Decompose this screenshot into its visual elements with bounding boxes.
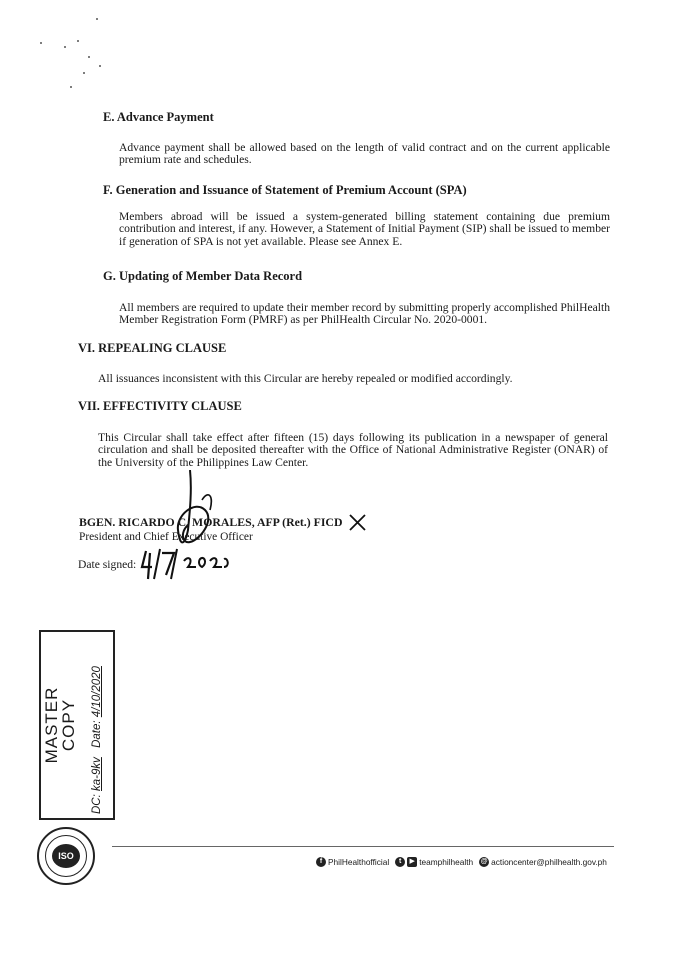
section-f-title: F. Generation and Issuance of Statement of Premium Account (SPA) [103,183,467,197]
footer-twitter-youtube[interactable]: teamphilhealth [419,857,474,867]
scan-speck [40,42,42,44]
facebook-icon: f [316,857,326,867]
signatory-position: President and Chief Executive Officer [79,531,253,543]
stamp-dc-line [91,634,103,814]
section-g-title: G. Updating of Member Data Record [103,269,303,283]
email-icon: @ [480,858,488,865]
footer-contacts [316,857,607,867]
twitter-icon: t [395,857,405,867]
section-vii-body: This Circular shall take effect after fifteen (15) days following its publication in a newspaper of general circulation and shall be deposited thereafter with the Office of National Administrative Register (ONAR) of the University of the Philippines Law Center. [98,431,608,469]
footer-divider [112,846,614,847]
footer-email[interactable]: actioncenter@philhealth.gov.ph [491,857,607,867]
scan-speck [96,18,98,20]
section-g-body: All members are required to update their member record by submitting properly accomplished PhilHealth Member Registration Form (PMRF) as per PhilHealth Circular No. 2020-0001. [119,301,610,327]
stamp-dc-value: ka-9kv [91,757,103,791]
scan-speck [77,40,79,42]
stamp-dc-label: DC: [91,794,103,814]
section-vi-body: All issuances inconsistent with this Circular are hereby repealed or modified accordingly. [98,372,513,385]
stamp-title [43,630,77,820]
stamp-date-value: 4/10/2020 [91,666,103,718]
signatory-name: BGEN. RICARDO C. MORALES, AFP (Ret.) FICD [79,515,343,529]
scan-speck [64,46,66,48]
section-e-title: E. Advance Payment [103,110,214,124]
stamp-title-line2: COPY [59,698,78,752]
scan-speck [99,65,101,67]
section-f-body: Members abroad will be issued a system-generated billing statement containing due premium contribution and interest, if any. However, a Statement of Initial Payment (SIP) shall be issued to member if generation of SPA is not yet available. Please see Annex E. [119,210,610,248]
handwritten-date-icon [140,545,230,581]
date-signed-label: Date signed: [78,558,137,571]
section-vi-title: VI. REPEALING CLAUSE [78,341,227,355]
scan-speck [70,86,72,88]
section-e-body: Advance payment shall be allowed based on the length of valid contract and on the current applicable premium rate and schedules. [119,141,610,167]
youtube-icon: ▶ [407,857,417,867]
scan-speck [88,56,90,58]
iso-label: ISO [52,844,80,868]
footer-facebook[interactable]: PhilHealthofficial [328,857,390,867]
iso-certified-badge [37,827,95,885]
stamp-date-label: Date: [91,720,103,748]
section-vii-title: VII. EFFECTIVITY CLAUSE [78,399,242,413]
stamp-title-line1: MASTER [42,686,61,764]
scan-speck [83,72,85,74]
master-copy-stamp [39,630,115,820]
